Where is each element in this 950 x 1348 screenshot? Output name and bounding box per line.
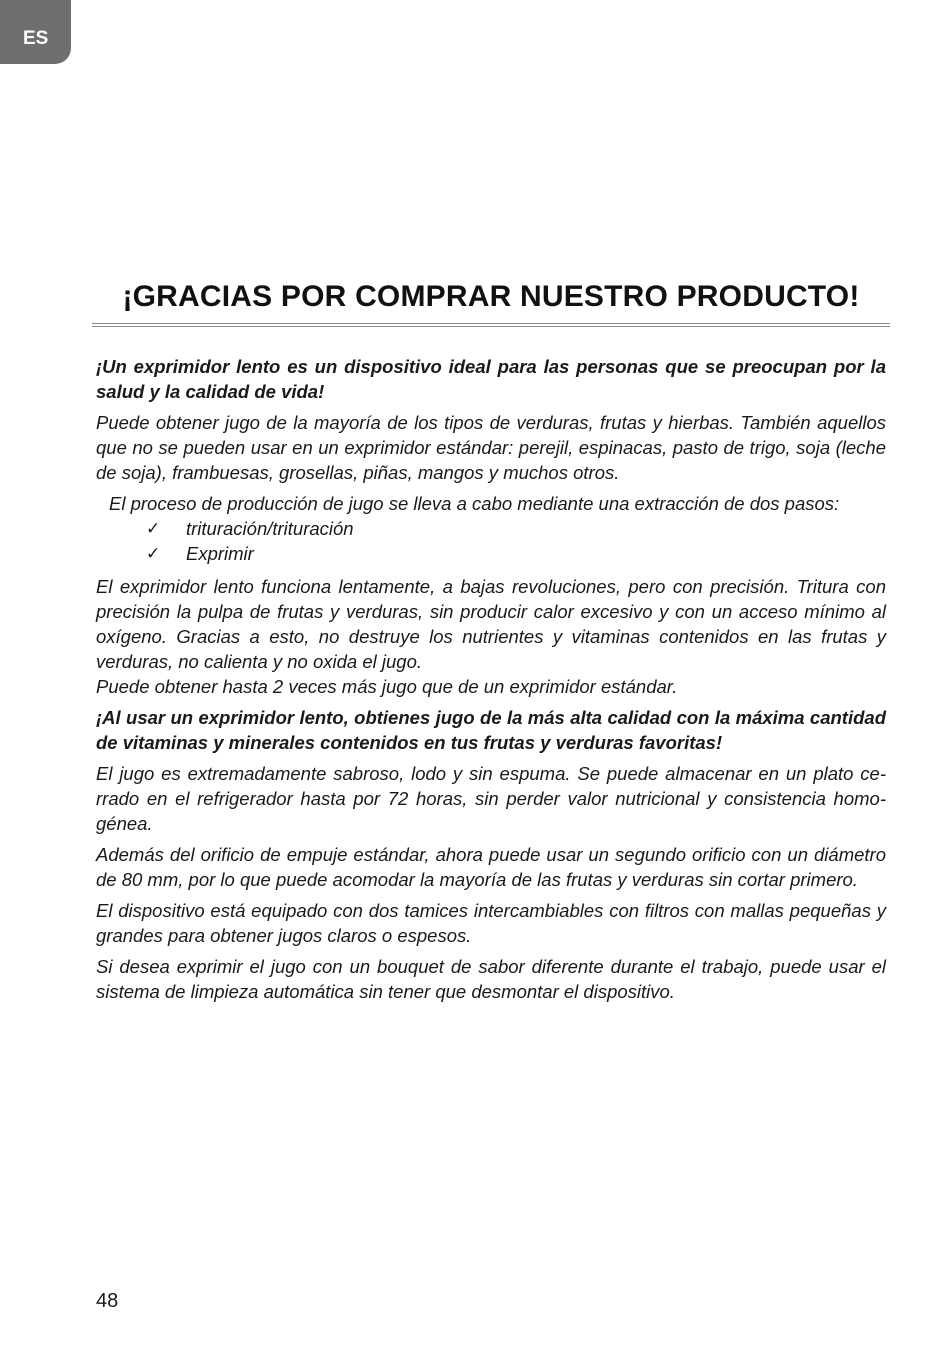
- process-steps-list: [96, 516, 886, 566]
- check-mark-icon: ✓: [146, 519, 161, 538]
- language-tab-label: ES: [23, 28, 49, 49]
- quality-paragraph: ¡Al usar un exprimidor lento, obtienes jugo de la más alta calidad con la máxima cantidad de vitaminas y minerales contenidos en tus frutas y verduras favoritas!: [96, 707, 886, 753]
- storage-paragraph: El jugo es extremadamente sabroso, lodo y sin espuma. Se puede almacenar en un plato ce-rrado en el refrigerador hasta por 72 horas, sin perder valor nutricional y consistencia homo-génea.: [96, 763, 886, 834]
- check-mark-icon: ✓: [146, 544, 161, 563]
- slow-juicer-paragraph: El exprimidor lento funciona lentamente, a bajas revoluciones, pero con precisión. Tritura con precisión la pulpa de frutas y verduras, sin producir calor excesivo y con un acceso mínimo al oxígeno. Gracias a esto, no destruye los nutrientes y vitaminas contenidos en las frutas y verduras, no calienta y no oxida el jugo.: [96, 576, 886, 672]
- cleaning-paragraph: Si desea exprimir el jugo con un bouquet de sabor diferente durante el trabajo, puede usar el sistema de limpieza automática sin tener que desmontar el dispositivo.: [96, 956, 886, 1002]
- step-label: trituración/trituración: [186, 518, 354, 539]
- process-intro-paragraph: El proceso de producción de jugo se lleva a cabo mediante una extracción de dos pasos:: [109, 493, 840, 514]
- page-title: ¡GRACIAS POR COMPRAR NUESTRO PRODUCTO!: [122, 280, 860, 313]
- juice-types-paragraph: Puede obtener jugo de la mayoría de los tipos de verduras, frutas y hierbas. También aquellos que no se pueden usar en un exprimidor estándar: perejil, espinacas, pasto de trigo, soja (leche de soja), frambuesas, grosellas, piñas, mangos y muchos otros.: [96, 412, 886, 483]
- double-juice-paragraph: Puede obtener hasta 2 veces más jugo que de un exprimidor estándar.: [96, 676, 678, 697]
- sieves-paragraph: El dispositivo está equipado con dos tamices intercambiables con filtros con mallas pequeñas y grandes para obtener jugos claros o espesos.: [96, 900, 886, 946]
- intro-paragraph: ¡Un exprimidor lento es un dispositivo ideal para las personas que se preocupan por la salud y la calidad de vida!: [96, 356, 886, 402]
- document-body: [96, 354, 886, 1010]
- language-tab: [0, 0, 71, 64]
- list-item: [96, 541, 886, 566]
- title-divider: [92, 323, 890, 327]
- list-item: [96, 516, 886, 541]
- feed-opening-paragraph: Además del orificio de empuje estándar, ahora puede usar un segundo orificio con un diámetro de 80 mm, por lo que puede acomodar la mayoría de las frutas y verduras sin cortar primero.: [96, 844, 886, 890]
- page-number: 48: [96, 1290, 119, 1312]
- step-label: Exprimir: [186, 543, 254, 564]
